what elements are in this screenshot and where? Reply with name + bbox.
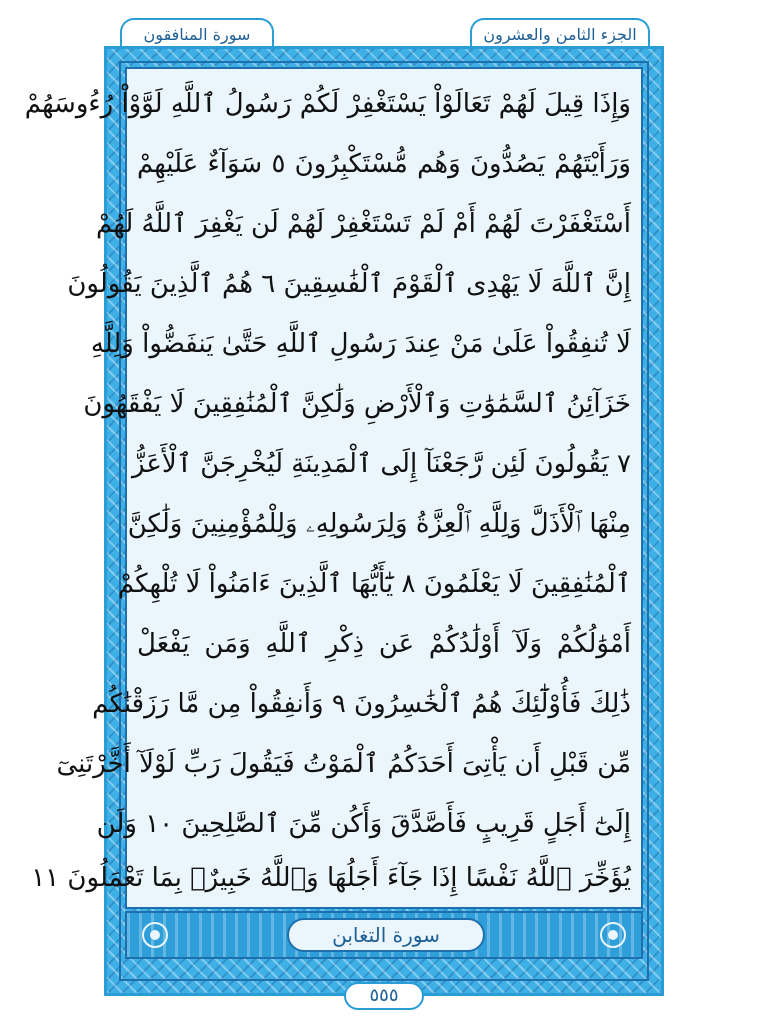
verse-line-12: مِّن قَبْلِ أَن يَأْتِىَ أَحَدَكُمُ ٱلْمَوْتُ فَيَقُولَ رَبِّ لَوْلَآ أَخَّرْتَنِىٓ bbox=[56, 749, 631, 779]
verse-line-11: ذَٰلِكَ فَأُوْلَٰٓئِكَ هُمُ ٱلْخَٰسِرُونَ ٩ وَأَنفِقُواْ مِن مَّا رَزَقْنَٰكُم bbox=[92, 689, 631, 719]
verse-line-3: أَسْتَغْفَرْتَ لَهُمْ أَمْ لَمْ تَسْتَغْفِرْ لَهُمْ لَن يَغْفِرَ ٱللَّهُ لَهُمْ bbox=[96, 209, 631, 239]
verse-line-4: إِنَّ ٱللَّهَ لَا يَهْدِى ٱلْقَوْمَ ٱلْفَٰسِقِينَ ٦ هُمُ ٱلَّذِينَ يَقُولُونَ bbox=[67, 269, 631, 299]
verse-line-10: أَمْوَٰلُكُمْ وَلَآ أَوْلَٰدُكُمْ عَن ذِكْرِ ٱللَّهِ وَمَن يَفْعَلْ bbox=[137, 629, 631, 659]
verse-line-7: ٧ يَقُولُونَ لَئِن رَّجَعْنَآ إِلَى ٱلْمَدِينَةِ لَيُخْرِجَنَّ ٱلْأَعَزُّ bbox=[132, 449, 631, 479]
ornament-left-icon bbox=[141, 921, 169, 949]
page-frame bbox=[24, 46, 664, 996]
surah-banner bbox=[125, 911, 643, 959]
verse-line-8: مِنْهَا ٱلْأَذَلَّ وَلِلَّهِ ٱلْعِزَّةُ وَلِرَسُولِهِۦ وَلِلْمُؤْمِنِينَ وَلَٰكِنَّ bbox=[127, 509, 631, 539]
verse-line-13: إِلَىٰٓ أَجَلٍ قَرِيبٍ فَأَصَّدَّقَ وَأَكُن مِّنَ ٱلصَّٰلِحِينَ ١٠ وَلَن bbox=[96, 809, 631, 839]
page-number: ٥٥٥ bbox=[344, 982, 424, 1010]
verse-line-2: وَرَأَيْتَهُمْ يَصُدُّونَ وَهُم مُّسْتَكْبِرُونَ ٥ سَوَآءٌ عَلَيْهِمْ bbox=[137, 149, 631, 179]
surah-name-label: سورة المنافقون bbox=[120, 18, 274, 50]
juz-label: الجزء الثامن والعشرون bbox=[470, 18, 650, 50]
verse-line-9: ٱلْمُنَٰفِقِينَ لَا يَعْلَمُونَ ٨ يَٰٓأَيُّهَا ٱلَّذِينَ ءَامَنُواْ لَا تُلْهِكُمْ bbox=[117, 569, 631, 599]
next-surah-title: سورة التغابن bbox=[287, 918, 485, 952]
ornament-right-icon bbox=[599, 921, 627, 949]
verse-line-14: يُؤَخِّرَ ٱللَّهُ نَفْسًا إِذَا جَآءَ أَجَلُهَا وَٱللَّهُ خَبِيرٌۢ بِمَا تَعْمَلُونَ ١١ bbox=[31, 863, 631, 893]
verse-line-6: خَزَآئِنُ ٱلسَّمَٰوَٰتِ وَٱلْأَرْضِ وَلَٰكِنَّ ٱلْمُنَٰفِقِينَ لَا يَفْقَهُونَ bbox=[83, 389, 631, 419]
verse-line-5: لَا تُنفِقُواْ عَلَىٰ مَنْ عِندَ رَسُولِ ٱللَّهِ حَتَّىٰ يَنفَضُّواْ وَلِلَّهِ bbox=[90, 329, 631, 359]
verse-line-1: وَإِذَا قِيلَ لَهُمْ تَعَالَوْاْ يَسْتَغْفِرْ لَكُمْ رَسُولُ ٱللَّهِ لَوَّوْاْ رُءُوسَهُمْ bbox=[24, 89, 631, 119]
text-panel bbox=[24, 67, 643, 909]
